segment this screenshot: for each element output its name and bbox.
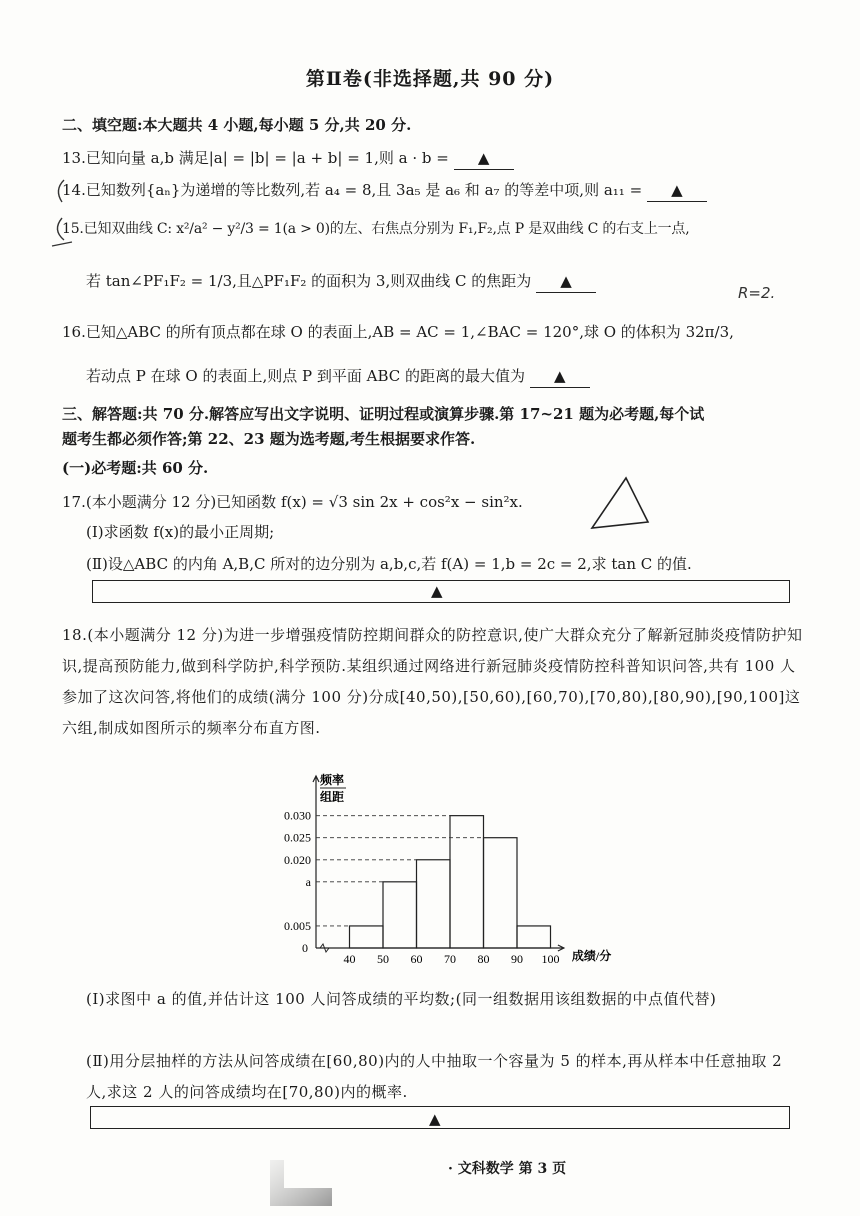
frequency-histogram <box>260 770 620 970</box>
section-solve-heading-2: 题考生都必须作答;第 22、23 题为选考题,考生根据要求作答. <box>62 430 476 448</box>
question-18-part1 <box>86 984 806 1015</box>
origin-label: 0 <box>302 941 308 955</box>
question-17-part1: (Ⅰ)求函数 f(x)的最小正周期; <box>86 523 275 541</box>
histogram-bar <box>350 926 384 948</box>
answer-area-17 <box>92 580 790 603</box>
question-17-part2: (Ⅱ)设△ABC 的内角 A,B,C 所对的边分别为 a,b,c,若 f(A) = 1,b = 2c = 2,求 tan C 的值. <box>86 555 692 573</box>
question-16-line1: 16.已知△ABC 的所有顶点都在球 O 的表面上,AB = AC = 1,∠BAC = 120°,球 O 的体积为 32π/3, <box>62 323 734 341</box>
y-tick-label: 0.020 <box>284 852 311 867</box>
y-tick-label: a <box>305 874 311 889</box>
x-tick-label: 80 <box>477 952 490 966</box>
scan-smudge <box>250 1120 340 1210</box>
page-footer: · 文科数学 第 3 页 <box>448 1161 567 1177</box>
histogram-bar <box>383 882 417 948</box>
y-tick-label: 0.030 <box>284 808 311 823</box>
x-tick-label: 90 <box>511 952 523 966</box>
question-14 <box>62 179 707 202</box>
histogram-bar <box>450 816 484 948</box>
question-13 <box>62 147 514 170</box>
question-15-line2 <box>86 270 596 293</box>
handwritten-note: R=2. <box>738 284 776 302</box>
section-solve-heading-1: 三、解答题:共 70 分.解答应写出文字说明、证明过程或演算步骤.第 17~21 题为必考题,每个试 <box>62 405 705 423</box>
question-18-part2-text: (Ⅱ)用分层抽样的方法从问答成绩在[60,80)内的人中抽取一个容量为 5 的样本,再从样本中任意抽取 2 人,求这 2 人的问答成绩均在[70,80)内的概率. <box>86 1052 783 1101</box>
x-axis-label: 成绩/分 <box>571 949 612 963</box>
x-tick-label: 60 <box>410 952 423 966</box>
handwritten-triangle-sketch <box>586 474 654 540</box>
question-17-stem: 17.(本小题满分 12 分)已知函数 f(x) = √3 sin 2x + cos²x − sin²x. <box>62 493 523 511</box>
x-tick-label: 50 <box>377 952 389 966</box>
answer-blank-14: ▲ <box>647 179 707 202</box>
question-15-text: 若 tan∠PF₁F₂ = 1/3,且△PF₁F₂ 的面积为 3,则双曲线 C 的焦距为 <box>86 272 532 290</box>
question-13-text: 13.已知向量 a,b 满足|a| = |b| = |a + b| = 1,则 a · b = <box>62 149 449 167</box>
question-16-text: 若动点 P 在球 O 的表面上,则点 P 到平面 ABC 的距离的最大值为 <box>86 367 526 385</box>
page-title: 第Ⅱ卷(非选择题,共 90 分) <box>305 68 555 90</box>
question-18-stem <box>62 620 806 744</box>
answer-area-18 <box>90 1106 790 1129</box>
answer-blank-15: ▲ <box>536 270 596 293</box>
y-axis-label-top: 频率 <box>320 773 345 787</box>
x-tick-label: 70 <box>444 952 456 966</box>
x-tick-label: 40 <box>343 952 356 966</box>
answer-mark-17: ▲ <box>431 582 443 600</box>
answer-blank-13: ▲ <box>454 147 514 170</box>
histogram-bar <box>517 926 551 948</box>
required-heading: (一)必考题:共 60 分. <box>62 459 209 477</box>
answer-blank-16: ▲ <box>530 365 590 388</box>
question-16-line2 <box>86 365 590 388</box>
section-fill-blank-heading: 二、填空题:本大题共 4 小题,每小题 5 分,共 20 分. <box>62 116 412 134</box>
y-tick-label: 0.025 <box>284 830 311 845</box>
histogram-bar <box>484 838 518 948</box>
x-tick-label: 100 <box>541 952 560 966</box>
question-18-part1-text: (Ⅰ)求图中 a 的值,并估计这 100 人问答成绩的平均数;(同一组数据用该组数据的中点值代替) <box>86 990 717 1008</box>
histogram-bar <box>417 860 451 948</box>
question-14-text: 14.已知数列{aₙ}为递增的等比数列,若 a₄ = 8,且 3a₅ 是 a₆ 和 a₇ 的等差中项,则 a₁₁ = <box>62 181 643 199</box>
handwritten-bracket <box>50 176 74 266</box>
question-15-line1: 15.已知双曲线 C: x²/a² − y²/3 = 1(a > 0)的左、右焦点分别为 F₁,F₂,点 P 是双曲线 C 的右支上一点, <box>62 221 690 237</box>
answer-mark-18: ▲ <box>429 1110 441 1128</box>
question-18-part2 <box>86 1046 806 1108</box>
y-axis-label-bottom: 组距 <box>320 790 345 804</box>
question-18-text: 18.(本小题满分 12 分)为进一步增强疫情防控期间群众的防控意识,使广大群众充分了解新冠肺炎疫情防护知识,提高预防能力,做到科学防护,科学预防.某组织通过网络进行新冠肺炎疫情防控科普知识问答,共有 100 人参加了这次问答,将他们的成绩(满分 100 分)分成[40,50),[50,60),[60,70),[70,80),[80,90),[90,100]这六组,制成如图所示的频率分布直方图. <box>62 626 803 737</box>
y-tick-label: 0.005 <box>284 918 311 933</box>
